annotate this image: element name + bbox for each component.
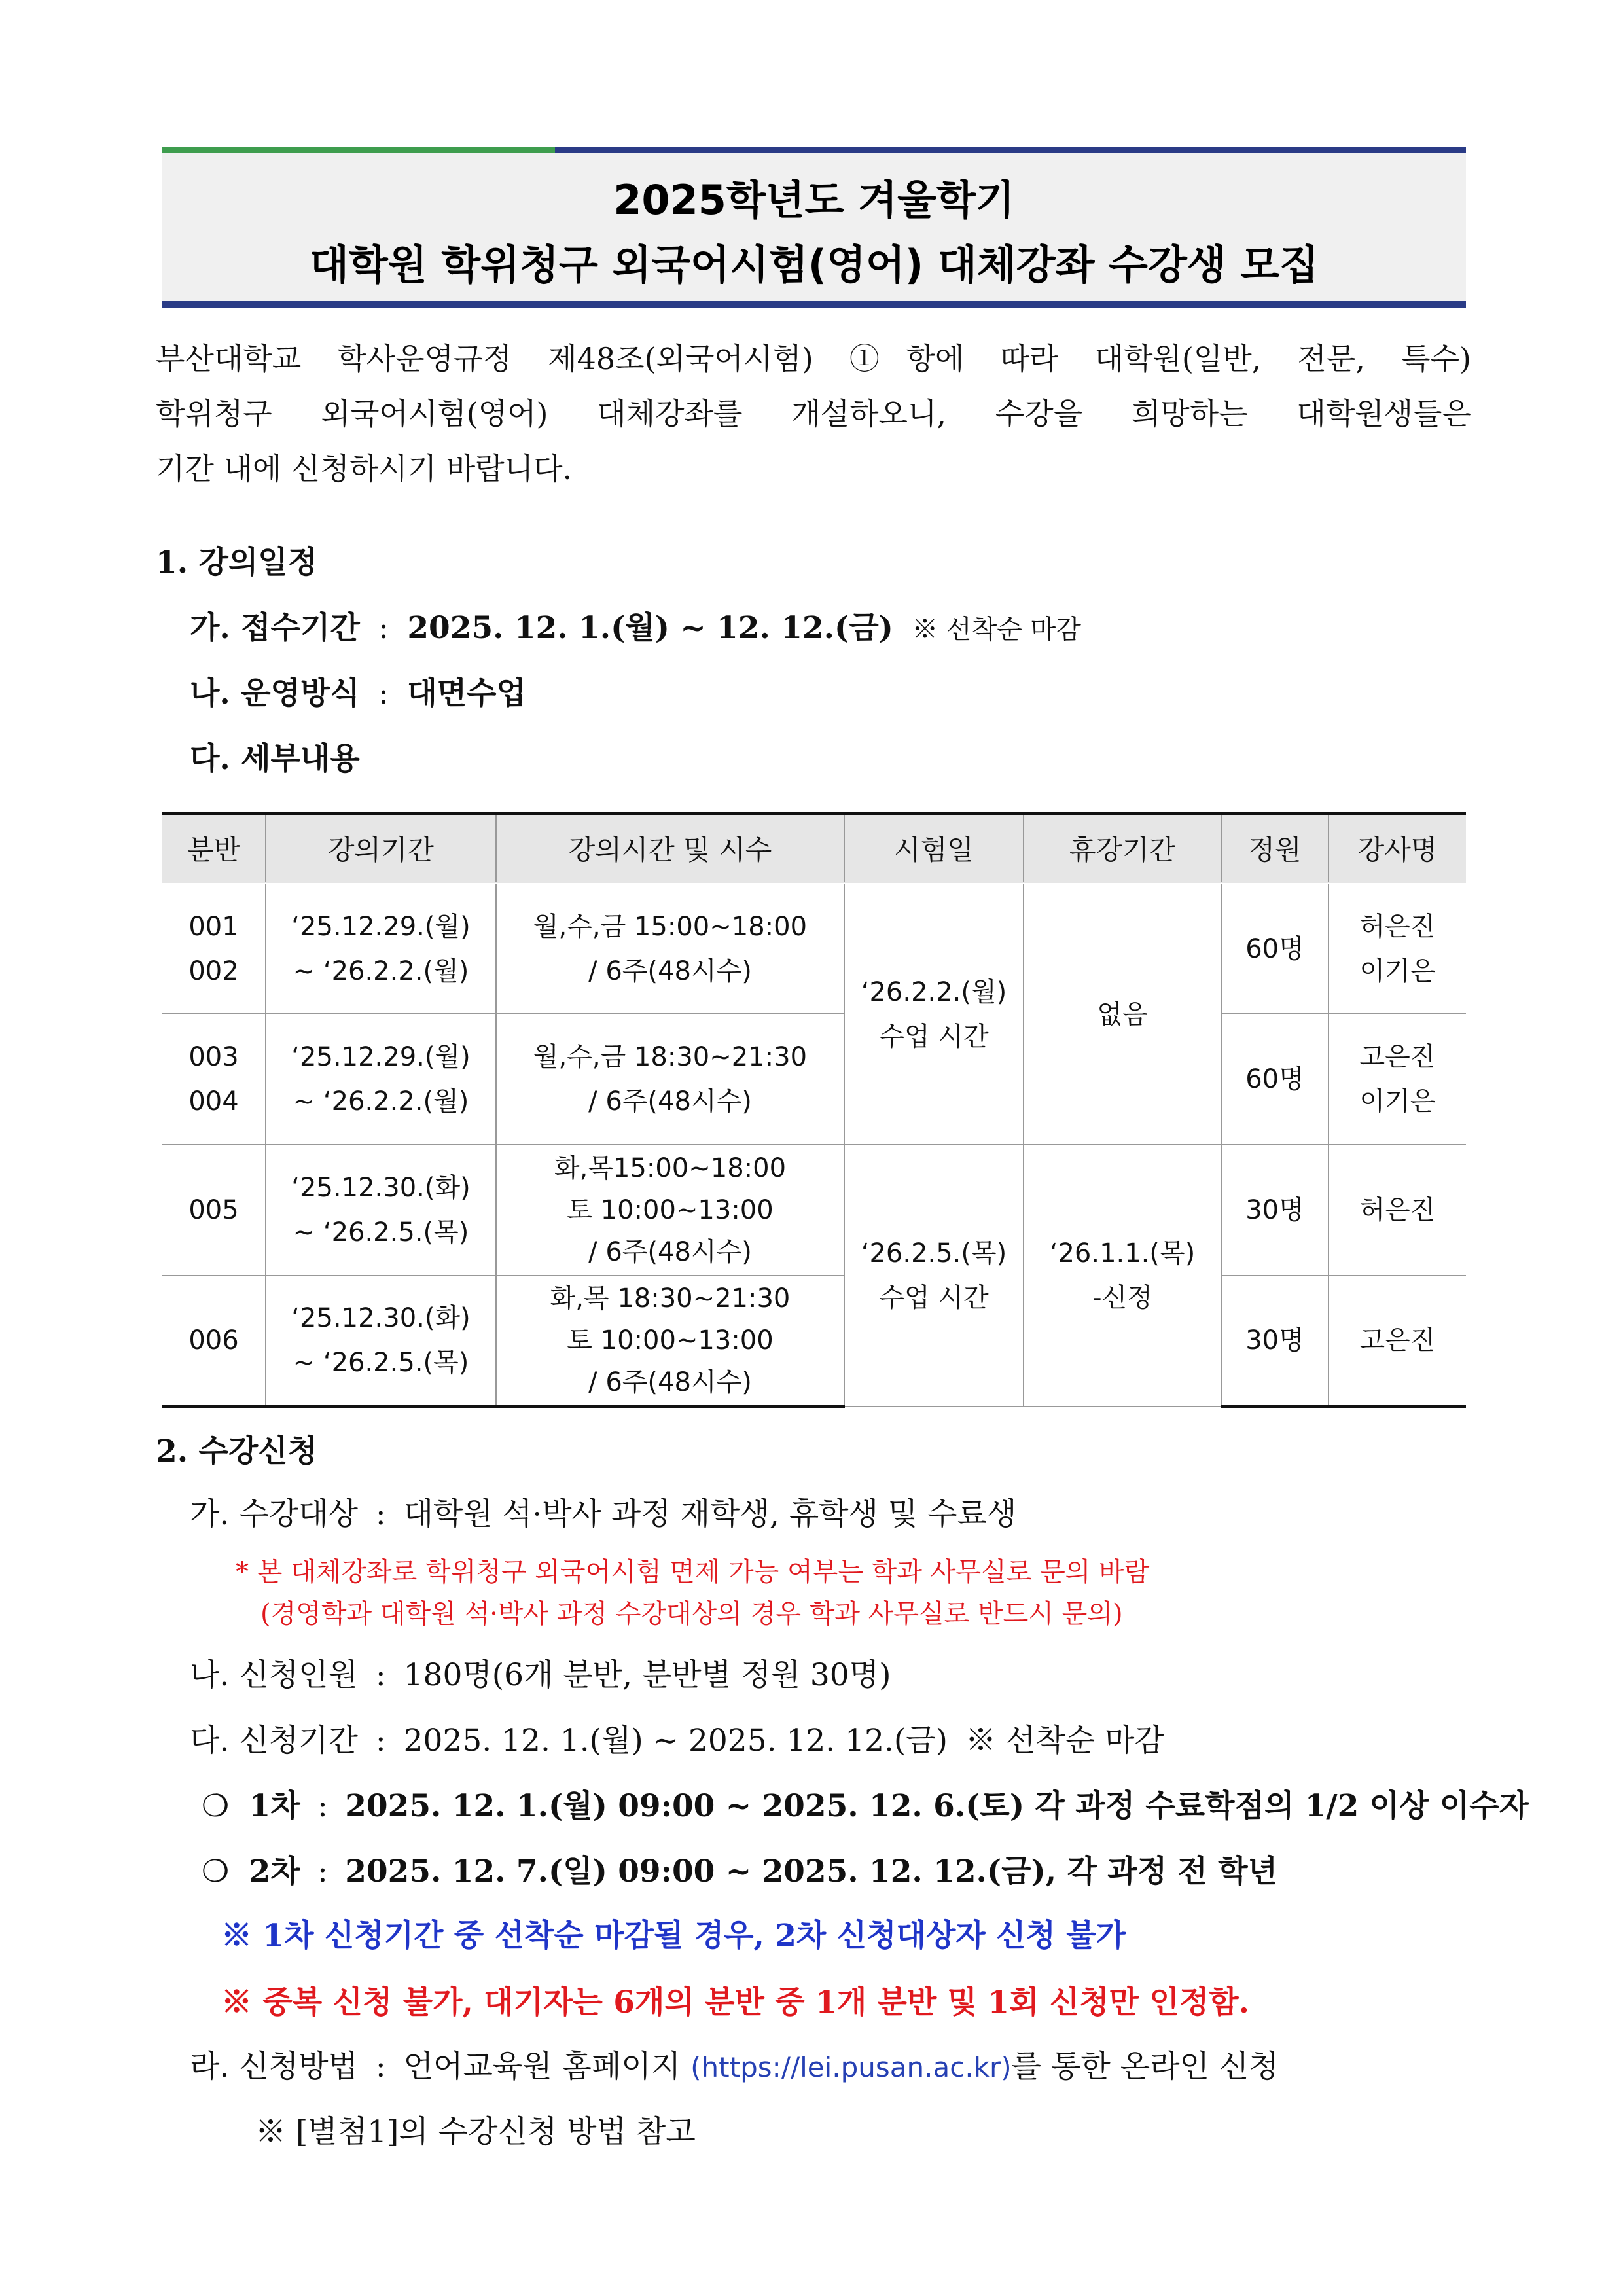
period-cell: ‘25.12.29.(월) ~ ‘26.2.2.(월) [266,883,496,1014]
capacity-cell: 30명 [1221,1276,1329,1407]
page-title-line2: 대학원 학위청구 외국어시험(영어) 대체강좌 수강생 모집 [309,241,1319,289]
title-accent-bar-blue [555,147,1466,153]
section2-heading: 2. 수강신청 [156,1433,318,1469]
round2-line: ❍ 2차 : 2025. 12. 7.(일) 09:00 ~ 2025. 12. 12.(금), 각 과정 전 학년 [202,1854,1277,1890]
time-cell: 화,목 18:30~21:30 토 10:00~13:00 / 6주(48시수) [496,1276,844,1407]
exam-date-cell: ‘26.2.2.(월) 수업 시간 [844,883,1024,1145]
intro-line2: 학위청구 외국어시험(영어) 대체강좌를 개설하오니, 수강을 희망하는 대학원생들은 [156,396,1471,431]
period-cell: ‘25.12.30.(화) ~ ‘26.2.5.(목) [266,1145,496,1276]
header-exam-date: 시험일 [844,814,1024,884]
notice-line1: * 본 대체강좌로 학위청구 외국어시험 면제 가능 여부는 학과 사무실로 문의 바람 [236,1557,1150,1587]
class-cell: 003 004 [162,1014,266,1145]
schedule-table [162,812,1466,1408]
circle-bullet-icon: ❍ [202,1854,230,1890]
round1-line: ❍ 1차 : 2025. 12. 1.(월) 09:00 ~ 2025. 12. 6.(토) 각 과정 수료학점의 1/2 이상 이수자 [202,1788,1529,1824]
title-bottom-bar [162,301,1466,308]
header-period: 강의기간 [266,814,496,884]
time-cell: 월,수,금 18:30~21:30 / 6주(48시수) [496,1014,844,1145]
time-cell: 월,수,금 15:00~18:00 / 6주(48시수) [496,883,844,1014]
capacity-cell: 60명 [1221,883,1329,1014]
header-time: 강의시간 및 시수 [496,814,844,884]
title-accent-bar-green [162,147,555,153]
instructor-cell: 고은진 [1329,1276,1466,1407]
section2-item-a: 가. 수강대상 : 대학원 석·박사 과정 재학생, 휴학생 및 수료생 [190,1496,1017,1532]
instructor-cell: 고은진 이기은 [1329,1014,1466,1145]
class-cell: 005 [162,1145,266,1276]
section2-item-c: 다. 신청기간 : 2025. 12. 1.(월) ∼ 2025. 12. 12.(금) ※ 선착순 마감 [190,1723,1164,1759]
section2-item-d: 라. 신청방법 : 언어교육원 홈페이지 (https://lei.pusan.ac.kr)를 통한 온라인 신청 [190,2049,1279,2085]
intro-line1: 부산대학교 학사운영규정 제48조(외국어시험) ①항에 따라 대학원(일반, 전문, 특수) [156,341,1471,376]
header-instructor: 강사명 [1329,814,1466,884]
capacity-cell: 60명 [1221,1014,1329,1145]
item-b-sep: : [378,675,389,711]
item-a-value: 2025. 12. 1.(월) ~ 12. 12.(금) [407,610,893,646]
reference-note: ※ [별첨1]의 수강신청 방법 참고 [255,2114,696,2150]
warning-blue: ※ 1차 신청기간 중 선착순 마감될 경우, 2차 신청대상자 신청 불가 [221,1918,1126,1954]
instructor-cell: 허은진 [1329,1145,1466,1276]
class-cell: 001 002 [162,883,266,1014]
item-a-note: ※ 선착순 마감 [912,615,1081,645]
break-cell: ‘26.1.1.(목) -신정 [1024,1145,1221,1407]
warning-red: ※ 중복 신청 불가, 대기자는 6개의 분반 중 1개 분반 및 1회 신청만 인정함. [221,1984,1250,2020]
section1-heading: 1. 강의일정 [156,545,318,581]
item-b-value: 대면수업 [407,675,526,711]
table-row [162,883,1466,1014]
section1-item-a [190,609,1081,649]
table-header-row [162,814,1466,884]
section2-item-b: 나. 신청인원 : 180명(6개 분반, 분반별 정원 30명) [190,1657,891,1693]
capacity-cell: 30명 [1221,1145,1329,1276]
item-a-sep: : [378,610,389,646]
intro-line3: 기간 내에 신청하시기 바랍니다. [156,451,573,486]
table-row [162,1014,1466,1145]
exam-date-cell: ‘26.2.5.(목) 수업 시간 [844,1145,1024,1407]
notice-line2: (경영학과 대학원 석·박사 과정 수강대상의 경우 학과 사무실로 반드시 문의) [260,1599,1123,1629]
header-class: 분반 [162,814,266,884]
table-row [162,1276,1466,1407]
page-title-line1: 2025학년도 겨울학기 [613,176,1015,224]
period-cell: ‘25.12.30.(화) ~ ‘26.2.5.(목) [266,1276,496,1407]
header-capacity: 정원 [1221,814,1329,884]
header-break: 휴강기간 [1024,814,1221,884]
circle-bullet-icon: ❍ [202,1788,230,1824]
class-cell: 006 [162,1276,266,1407]
instructor-cell: 허은진 이기은 [1329,883,1466,1014]
section1-item-c: 다. 세부내용 [190,741,360,777]
break-cell: 없음 [1024,883,1221,1145]
period-cell: ‘25.12.29.(월) ~ ‘26.2.2.(월) [266,1014,496,1145]
item-b-label: 나. 운영방식 [190,675,360,711]
section1-item-b [190,674,526,713]
time-cell: 화,목15:00~18:00 토 10:00~13:00 / 6주(48시수) [496,1145,844,1276]
homepage-link[interactable]: (https://lei.pusan.ac.kr) [690,2051,1012,2083]
item-a-label: 가. 접수기간 [190,610,360,646]
table-row [162,1145,1466,1276]
